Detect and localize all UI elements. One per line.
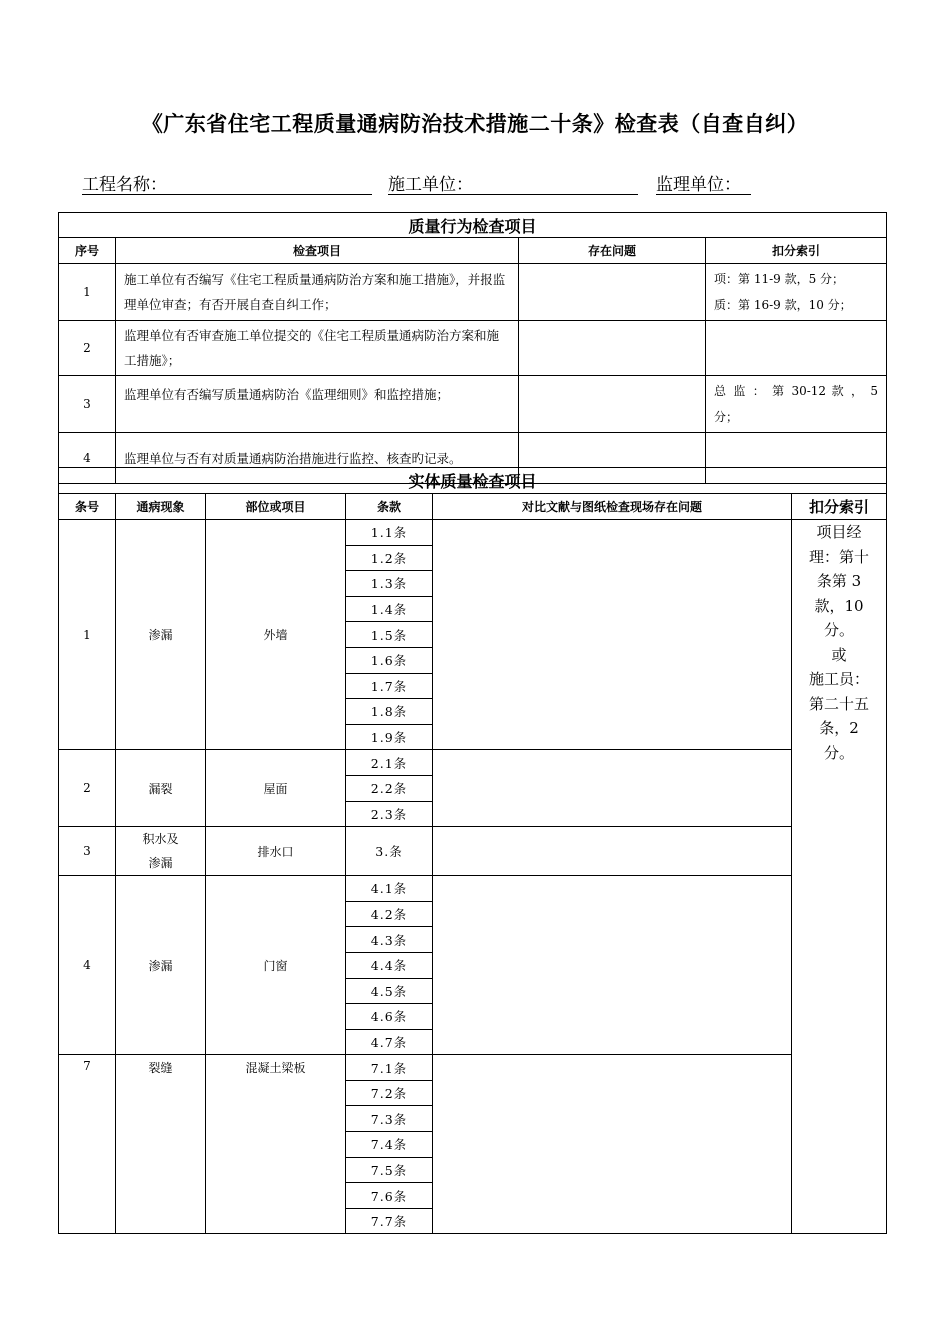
- entity-check-table: [58, 467, 887, 1234]
- deduction-line: 理：第十: [809, 547, 870, 566]
- clause-cell: 4.6条: [346, 1004, 433, 1030]
- group-part: 混凝土梁板: [206, 1055, 346, 1234]
- clause-cell: 1.3条: [346, 571, 433, 597]
- behavior-header-row: [59, 238, 887, 264]
- header-clause-no: 条号: [59, 494, 116, 520]
- clause-cell: 7.3条: [346, 1106, 433, 1132]
- table-row: [59, 376, 887, 433]
- clause-cell: 3.条: [346, 827, 433, 876]
- row-item: 监理单位有否编写质量通病防治《监理细则》和监控措施；: [116, 376, 519, 433]
- problem-cell[interactable]: [433, 750, 792, 827]
- row-no: 3: [59, 376, 116, 433]
- problem-cell[interactable]: [433, 520, 792, 750]
- deduction-line: 施工员：: [809, 670, 870, 688]
- index-line: 分；: [714, 410, 739, 424]
- row-index: [706, 264, 887, 321]
- table-row: [59, 520, 887, 546]
- supervision-unit-field[interactable]: [656, 173, 751, 195]
- row-index: [706, 376, 887, 433]
- clause-cell: 1.4条: [346, 596, 433, 622]
- page-title: 《广东省住宅工程质量通病防治技术措施二十条》检查表（自查自纠）: [141, 112, 809, 136]
- group-phenomenon: 漏裂: [116, 750, 206, 827]
- deduction-line: 条，2: [819, 719, 859, 737]
- row-problem-cell[interactable]: [519, 264, 706, 321]
- project-name-label: 工程名称：: [82, 174, 372, 195]
- problem-cell[interactable]: [433, 827, 792, 876]
- clause-cell: 4.1条: [346, 876, 433, 902]
- construction-unit-label: 施工单位：: [388, 174, 638, 195]
- deduction-index-cell: [792, 520, 887, 1234]
- header-problem: 对比文献与图纸检查现场存在问题: [433, 494, 792, 520]
- clause-cell: 1.7条: [346, 673, 433, 699]
- table-row: [59, 750, 887, 776]
- header-deduction-index: 扣分索引: [792, 494, 887, 520]
- clause-cell: 4.4条: [346, 952, 433, 978]
- group-part: 屋面: [206, 750, 346, 827]
- header-problem: 存在问题: [519, 238, 706, 264]
- clause-cell: 1.8条: [346, 699, 433, 725]
- clause-cell: 7.2条: [346, 1080, 433, 1106]
- table-row: [59, 827, 887, 876]
- problem-cell[interactable]: [433, 1055, 792, 1234]
- row-no: 2: [59, 321, 116, 376]
- table-row: [59, 321, 887, 376]
- supervision-unit-label: 监理单位：: [656, 174, 751, 195]
- row-item: 施工单位有否编写《住宅工程质量通病防治方案和施工措施》，并报监理单位审查；有否开展自查自纠工作；: [116, 264, 519, 321]
- group-part: 门窗: [206, 876, 346, 1055]
- header-clause: 条款: [346, 494, 433, 520]
- clause-cell: 2.3条: [346, 801, 433, 827]
- group-no: 2: [59, 750, 116, 827]
- clause-cell: 1.2条: [346, 545, 433, 571]
- clause-cell: 4.7条: [346, 1029, 433, 1055]
- clause-cell: 2.2条: [346, 775, 433, 801]
- row-item: 监理单位与否有对质量通病防治措施进行监控、核查旳记录。: [116, 433, 519, 484]
- row-index: [706, 321, 887, 376]
- clause-cell: 7.4条: [346, 1132, 433, 1158]
- table-row: [59, 264, 887, 321]
- project-name-field[interactable]: [82, 173, 372, 195]
- table-row: [59, 1055, 887, 1081]
- clause-cell: 4.2条: [346, 901, 433, 927]
- index-line: 项：第 11-9 款，5 分；: [714, 272, 845, 286]
- clause-cell: 1.5条: [346, 622, 433, 648]
- clause-cell: 1.1条: [346, 520, 433, 546]
- entity-header-row: [59, 494, 887, 520]
- clause-cell: 7.5条: [346, 1157, 433, 1183]
- deduction-line: 第二十五: [809, 694, 870, 713]
- row-problem-cell[interactable]: [519, 376, 706, 433]
- clause-cell: 7.6条: [346, 1183, 433, 1209]
- header-deduction-index: 扣分索引: [706, 238, 887, 264]
- deduction-line: 分。: [824, 743, 855, 762]
- deduction-line: 分。: [824, 621, 855, 639]
- clause-cell: 4.5条: [346, 978, 433, 1004]
- row-problem-cell[interactable]: [519, 321, 706, 376]
- deduction-line: 或: [831, 645, 847, 664]
- header-part: 部位或项目: [206, 494, 346, 520]
- clause-cell: 7.7条: [346, 1208, 433, 1234]
- behavior-check-table: [58, 212, 887, 484]
- problem-cell[interactable]: [433, 876, 792, 1055]
- clause-cell: 1.9条: [346, 724, 433, 750]
- row-no: 4: [59, 433, 116, 484]
- header-check-item: 检查项目: [116, 238, 519, 264]
- header-no: 序号: [59, 238, 116, 264]
- behavior-section-title: 质量行为检查项目: [59, 213, 887, 238]
- row-item: 监理单位有否审查施工单位提交的《住宅工程质量通病防治方案和施工措施》；: [116, 321, 519, 376]
- deduction-line: 款，10: [814, 596, 864, 615]
- group-part: 外墙: [206, 520, 346, 750]
- table-row: [59, 876, 887, 902]
- group-phenomenon: 积水及渗漏: [116, 827, 206, 876]
- row-no: 1: [59, 264, 116, 321]
- index-line: 质：第 16-9 款，10 分；: [714, 298, 852, 312]
- group-phenomenon: 渗漏: [116, 876, 206, 1055]
- header-phenomenon: 通病现象: [116, 494, 206, 520]
- clause-cell: 1.6条: [346, 647, 433, 673]
- construction-unit-field[interactable]: [388, 173, 638, 195]
- group-part: 排水口: [206, 827, 346, 876]
- entity-section-title: 实体质量检查项目: [59, 468, 887, 494]
- group-phenomenon: 渗漏: [116, 520, 206, 750]
- group-no: 3: [59, 827, 116, 876]
- group-no: 7: [59, 1055, 116, 1234]
- deduction-line: 条第 3: [816, 572, 862, 590]
- clause-cell: 2.1条: [346, 750, 433, 776]
- group-phenomenon: 裂缝: [116, 1055, 206, 1234]
- index-line: 总 监 ： 第 30-12 款 ， 5: [714, 384, 879, 398]
- clause-cell: 7.1条: [346, 1055, 433, 1081]
- group-no: 1: [59, 520, 116, 750]
- group-no: 4: [59, 876, 116, 1055]
- clause-cell: 4.3条: [346, 927, 433, 953]
- deduction-line: 项目经: [816, 523, 862, 541]
